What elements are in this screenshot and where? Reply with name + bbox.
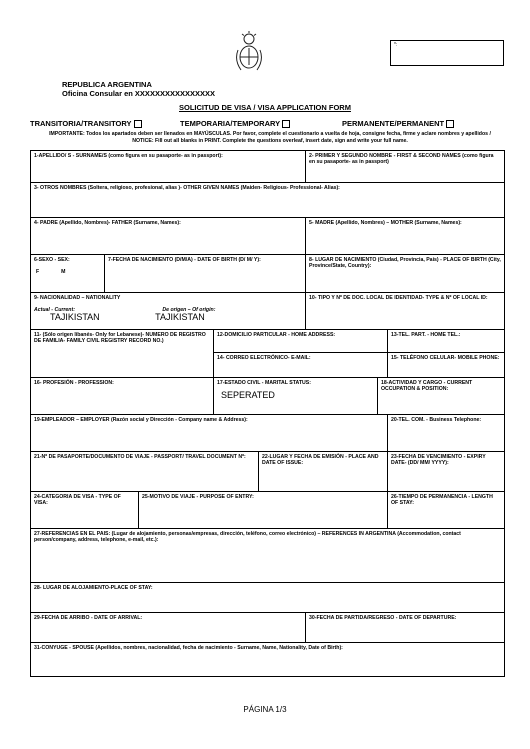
field-label: 10- TIPO Y Nº DE DOC. LOCAL DE IDENTIDAD- TYPE & Nº OF LOCAL ID: <box>309 295 488 301</box>
field-label: 20-TEL. COM. - Business Telephone: <box>391 417 482 423</box>
field-label: 16- PROFESIÓN - PROFESSION: <box>34 380 114 386</box>
first-second-names-field[interactable] <box>306 151 505 183</box>
place-date-issue-field[interactable] <box>259 452 388 492</box>
spouse-field[interactable] <box>31 643 505 677</box>
field-label: 25-MOTIVO DE VIAJE - PURPOSE OF ENTRY: <box>142 494 254 500</box>
arrival-date-field[interactable] <box>31 613 306 643</box>
field-label: 26-TIEMPO DE PERMANENCIA - LENGTH OF STAY: <box>391 494 493 507</box>
visa-type-permanent <box>342 119 454 128</box>
field-label: 31-CONYUGE - SPOUSE (Apellidos, nombres, nacionalidad, fecha de nacimiento - Surname, Name, Nationality, Date of Birth): <box>34 645 343 651</box>
form-title: SOLICITUD DE VISA / VISA APPLICATION FORM <box>179 103 351 112</box>
field-label: 12-DOMICILIO PARTICULAR - HOME ADDRESS: <box>217 332 336 338</box>
place-of-stay-field[interactable] <box>31 583 505 613</box>
field-label: 17-ESTADO CIVIL - MARITAL STATUS: <box>217 380 311 386</box>
field-label: 13-TEL. PART. - HOME TEL.: <box>391 332 461 338</box>
father-field[interactable] <box>31 218 306 255</box>
current-nationality-value: TAJIKISTAN <box>50 311 100 322</box>
occupation-field[interactable] <box>378 378 505 415</box>
length-of-stay-field[interactable] <box>388 492 505 529</box>
field-label: 23-FECHA DE VENCIMIENTO - EXPIRY DATE- (DD/ MM/ YYYY): <box>391 454 486 467</box>
field-label: 21-Nº DE PASAPORTE/DOCUMENTO DE VIAJE - PASSPORT/ TRAVEL DOCUMENT Nº: <box>34 454 246 460</box>
field-label: 15- TELÉFONO CELULAR- MOBILE PHONE: <box>391 355 500 361</box>
field-label: 4- PADRE (Apellido, Nombres)- FATHER (Surname, Names): <box>34 220 181 226</box>
field-label: 27-REFERENCIAS EN EL PAIS: (Lugar de alojamiento, personas/empresas, dirección, teléfono, correo electrónico) – REFERENCES IN ARGENTINA (Accommodation, contact person/company, address, telephone, e-mail, etc.): <box>34 531 461 544</box>
field-label: 7-FECHA DE NACIMIENTO (D/M/A) - DATE OF BIRTH (D/ M/ Y): <box>108 257 261 263</box>
profession-field[interactable] <box>31 378 214 415</box>
field-label: 22-LUGAR Y FECHA DE EMISIÓN - PLACE AND DATE OF ISSUE: <box>262 454 379 467</box>
other-names-field[interactable] <box>31 183 505 218</box>
home-address-field[interactable] <box>214 330 388 353</box>
application-form-table <box>30 150 505 677</box>
field-label: 8- LUGAR DE NACIMIENTO (Ciudad, Provincia, País) - PLACE OF BIRTH (City, Province/State, Country): <box>309 257 501 270</box>
current-nationality-label: Actual - Current: <box>34 307 75 314</box>
visa-type-label: TEMPORARIA/TEMPORARY <box>180 119 281 128</box>
page-number: PÁGINA 1/3 <box>243 705 287 714</box>
temporary-checkbox[interactable] <box>282 120 290 128</box>
mother-field[interactable] <box>306 218 505 255</box>
place-of-birth-field[interactable] <box>306 255 505 293</box>
field-label: 11- (Sólo origen libanés- Only for Lebanese)- NUMERO DE REGISTRO DE FAMILIA- FAMILY CIVIL REGISTRY RECORD NO.) <box>34 332 206 345</box>
field-label: 28- LUGAR DE ALOJAMIENTO-PLACE OF STAY: <box>34 585 153 591</box>
date-of-birth-field[interactable] <box>105 255 306 293</box>
field-label: 19-EMPLEADOR – EMPLOYER (Razón social y Dirección - Company name & Address): <box>34 417 248 423</box>
visa-type-label: PERMANENTE/PERMANENT <box>342 119 445 128</box>
employer-field[interactable] <box>31 415 388 452</box>
expiry-date-field[interactable] <box>388 452 505 492</box>
field-label: 29-FECHA DE ARRIBO - DATE OF ARRIVAL: <box>34 615 143 621</box>
republic-name: REPUBLICA ARGENTINA <box>62 80 152 89</box>
field-label: 5- MADRE (Apellido, Nombres) – MOTHER (Surname, Names): <box>309 220 462 226</box>
field-label: 30-FECHA DE PARTIDA/REGRESO - DATE OF DEPARTURE: <box>309 615 457 621</box>
issuer-block <box>62 80 215 98</box>
visa-category-field[interactable] <box>31 492 139 529</box>
business-tel-field[interactable] <box>388 415 505 452</box>
local-id-field[interactable] <box>306 293 505 330</box>
home-tel-field[interactable] <box>388 330 505 353</box>
references-field[interactable] <box>31 529 505 583</box>
purpose-of-entry-field[interactable] <box>139 492 388 529</box>
sex-option-m: M <box>61 269 66 276</box>
marital-status-value: SEPERATED <box>221 390 275 401</box>
transitory-checkbox[interactable] <box>134 120 142 128</box>
passport-number-field[interactable] <box>31 452 259 492</box>
sex-field[interactable] <box>31 255 105 293</box>
departure-date-field[interactable] <box>306 613 505 643</box>
family-registry-field[interactable] <box>31 330 214 378</box>
field-label: 6-SEXO - SEX: <box>34 257 70 263</box>
official-use-box <box>390 40 504 66</box>
field-label: 3- OTROS NOMBRES (Soltera, religioso, profesional, alias )- OTHER GIVEN NAMES (Maiden- Religious- Professional- Alias): <box>34 185 340 191</box>
field-label: 18-ACTIVIDAD Y CARGO - CURRENT OCCUPATION & POSITION: <box>381 380 473 393</box>
argentina-coat-of-arms-icon <box>232 30 266 74</box>
official-use-label: *: <box>394 42 398 48</box>
email-field[interactable] <box>214 353 388 378</box>
important-notice: IMPORTANTE: Todos los apartados deben ser llenados en MAYÚSCULAS. Por favor, complete el cuestionario a vuelta de hoja, consigne fecha, firme y aclare nombres y apellidos / NOTICE: Fill out all blanks in PRINT. Complete the questions overleaf, insert date, sign and write your full name. <box>49 131 491 144</box>
field-label: 9- NACIONALIDAD – NATIONALITY <box>34 295 121 301</box>
nationality-field[interactable] <box>31 293 306 330</box>
visa-type-temporary <box>180 119 290 128</box>
field-label: 1-APELLIDO/ S - SURNAME/S (como figura en su pasaporte- as in passport): <box>34 153 223 159</box>
mobile-phone-field[interactable] <box>388 353 505 378</box>
origin-nationality-value: TAJIKISTAN <box>155 311 205 322</box>
visa-type-transitory <box>30 119 142 128</box>
field-label: 14- CORREO ELECTRÓNICO- E-MAIL: <box>217 355 311 361</box>
field-label: 2- PRIMER Y SEGUNDO NOMBRE - FIRST & SECOND NAMES (como figura en su pasaporte- as in passport) <box>309 153 494 166</box>
permanent-checkbox[interactable] <box>446 120 454 128</box>
sex-option-f: F <box>36 269 40 276</box>
marital-status-field[interactable] <box>214 378 378 415</box>
consulate-name: Oficina Consular en XXXXXXXXXXXXXXXX <box>62 89 215 98</box>
surname-field[interactable] <box>31 151 306 183</box>
origin-nationality-label: De origen – Of origin: <box>162 307 216 314</box>
field-label: 24-CATEGORIA DE VISA - TYPE OF VISA: <box>34 494 121 507</box>
visa-type-label: TRANSITORIA/TRANSITORY <box>30 119 132 128</box>
